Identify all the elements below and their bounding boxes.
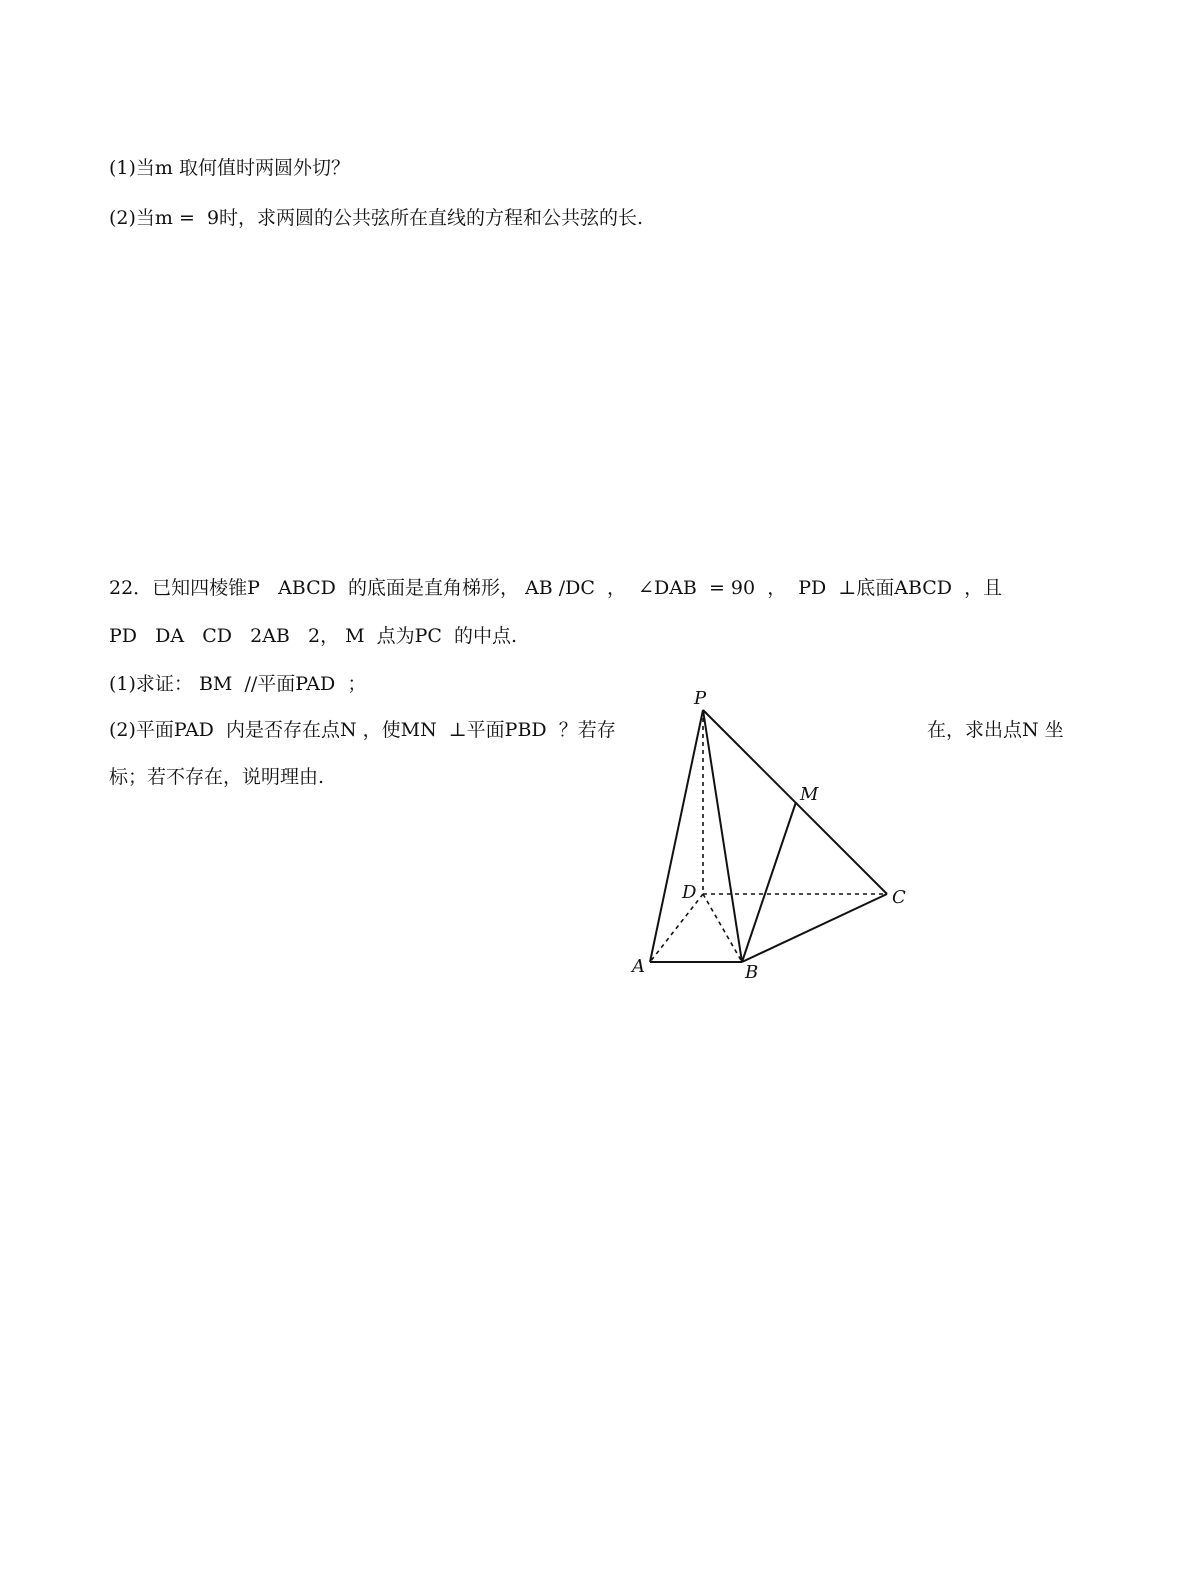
vertex-label-C: C	[892, 887, 906, 908]
vertex-label-P: P	[694, 688, 707, 709]
edge-BC	[742, 894, 887, 962]
edge-BM	[742, 802, 796, 962]
q22-part2-line2: 标；若不存在，说明理由.	[109, 766, 325, 788]
q21-part1: (1)当m 取何值时两圆外切？	[109, 157, 350, 179]
q22-part2-right: 在，求出点N 坐	[927, 719, 1064, 741]
q21-part2: (2)当m = 9时，求两圆的公共弦所在直线的方程和公共弦的长.	[109, 207, 644, 229]
edge-PB	[703, 710, 742, 962]
vertex-label-A: A	[632, 956, 645, 977]
vertex-label-D: D	[682, 882, 697, 903]
q22-stem-line2: PD DA CD 2AB 2， M 点为PC 的中点.	[109, 625, 518, 647]
q22-part2-left: (2)平面PAD 内是否存在点N ，使MN ⊥平面PBD ？若存	[109, 719, 616, 741]
vertex-label-B: B	[745, 962, 759, 983]
vertex-label-M: M	[800, 784, 819, 805]
pyramid-figure	[620, 678, 920, 990]
q22-stem-line1: 22．已知四棱锥P ABCD 的底面是直角梯形， AB /DC ， ∠DAB = 90 ， PD ⊥底面ABCD ，且	[109, 577, 1003, 599]
pyramid-diagram	[620, 678, 920, 990]
edge-PA	[650, 710, 703, 962]
q22-part1: (1)求证： BM //平面PAD ；	[109, 673, 367, 695]
